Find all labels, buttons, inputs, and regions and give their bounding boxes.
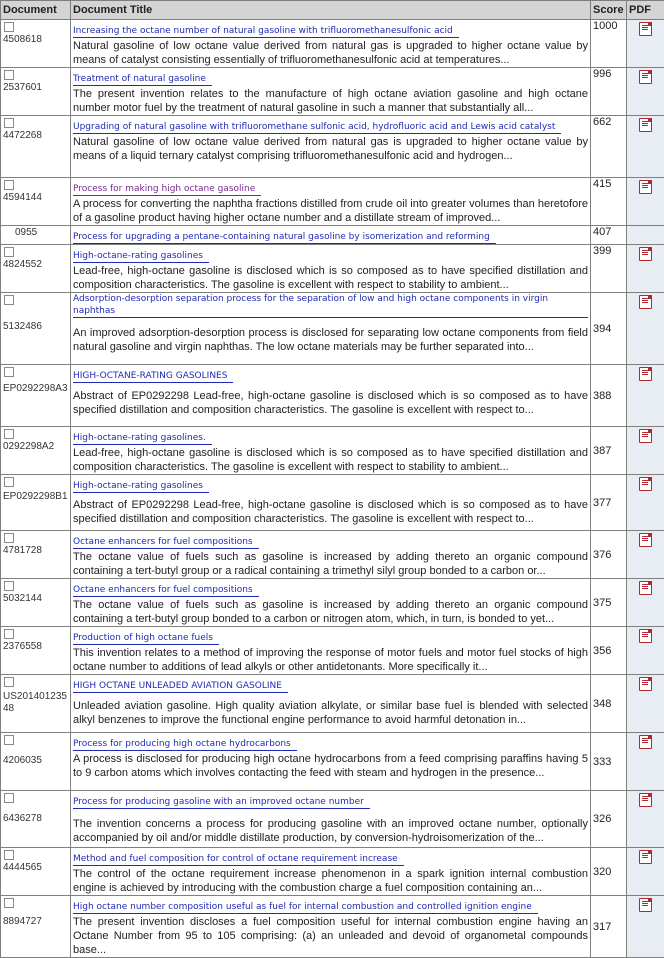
document-number: US20140123548	[3, 691, 68, 715]
table-row	[1, 475, 664, 531]
document-title-link[interactable]: Adsorption-desorption separation process for the separation of low and high octane components in virgin naphthas	[73, 293, 588, 318]
title-cell	[71, 427, 591, 475]
table-row	[1, 733, 664, 791]
table-row	[1, 791, 664, 848]
row-checkbox[interactable]	[4, 367, 14, 377]
pdf-cell	[627, 293, 664, 365]
document-title-link[interactable]: Octane enhancers for fuel compositions	[73, 536, 259, 549]
table-row	[1, 68, 664, 116]
document-cell	[1, 791, 71, 848]
row-checkbox[interactable]	[4, 898, 14, 908]
document-cell	[1, 427, 71, 475]
document-cell	[1, 226, 71, 245]
score-cell: 1000	[591, 20, 627, 68]
pdf-cell	[627, 579, 664, 627]
pdf-icon[interactable]	[639, 295, 652, 309]
pdf-cell	[627, 427, 664, 475]
document-title-link[interactable]: Treatment of natural gasoline	[73, 73, 212, 86]
table-row	[1, 226, 664, 245]
pdf-cell	[627, 627, 664, 675]
column-header-pdf[interactable]: PDF	[627, 1, 664, 20]
document-number: 4508618	[3, 34, 68, 46]
table-row	[1, 531, 664, 579]
pdf-cell	[627, 20, 664, 68]
pdf-icon[interactable]	[639, 793, 652, 807]
title-cell	[71, 848, 591, 896]
header-row	[1, 1, 664, 20]
document-number: 4824552	[3, 259, 68, 271]
document-number: 2376558	[3, 641, 68, 653]
document-cell	[1, 68, 71, 116]
pdf-cell	[627, 475, 664, 531]
document-cell	[1, 627, 71, 675]
pdf-cell	[627, 791, 664, 848]
pdf-icon[interactable]	[639, 898, 652, 912]
document-abstract: Natural gasoline of low octane value derived from natural gas is upgraded to higher octane value by means of a liquid ternary catalyst comprising trifluoromethanesulfonic acid and hydrogen...	[73, 134, 588, 163]
pdf-icon[interactable]	[639, 22, 652, 36]
document-cell	[1, 178, 71, 226]
document-abstract: The present invention relates to the manufacture of high octane aviation gasoline and high octane number motor fuel by the treatment of natural gasoline in such a manner that substantially all...	[73, 86, 588, 115]
pdf-icon[interactable]	[639, 180, 652, 194]
column-header-score[interactable]: Score	[591, 1, 627, 20]
document-title-link[interactable]: High-octane-rating gasolines.	[73, 432, 212, 445]
document-cell	[1, 245, 71, 293]
document-abstract: Lead-free, high-octane gasoline is disclosed which is so composed as to have specified distillation and composition characteristics. The gasoline is excellent with respect to stability to ambient...	[73, 445, 588, 474]
pdf-icon[interactable]	[639, 429, 652, 443]
table-row	[1, 848, 664, 896]
pdf-cell	[627, 531, 664, 579]
document-number: EP0292298B1	[3, 491, 68, 503]
pdf-icon[interactable]	[639, 629, 652, 643]
row-checkbox[interactable]	[4, 429, 14, 439]
pdf-cell	[627, 245, 664, 293]
row-checkbox[interactable]	[4, 118, 14, 128]
document-title-link[interactable]: Increasing the octane number of natural gasoline with trifluoromethanesulfonic acid	[73, 25, 459, 38]
table-row	[1, 427, 664, 475]
document-abstract: Natural gasoline of low octane value derived from natural gas is upgraded to higher octane value by means of catalyst consisting essentially of trifluoromethanesulfonic acid at temperatures...	[73, 38, 588, 67]
title-cell	[71, 733, 591, 791]
title-cell	[71, 675, 591, 733]
document-abstract: The present invention discloses a fuel composition useful for internal combustion engine having an Octane Number from 95 to 105 comprising: (a) an unleaded and devoid of organometal compounds base...	[73, 914, 588, 957]
document-title-link[interactable]: High-octane-rating gasolines	[73, 250, 209, 263]
table-row	[1, 178, 664, 226]
document-number: 8894727	[3, 916, 68, 928]
document-cell	[1, 365, 71, 427]
document-title-link[interactable]: Octane enhancers for fuel compositions	[73, 584, 259, 597]
document-number: 4444565	[3, 862, 68, 874]
document-cell	[1, 579, 71, 627]
document-abstract: Abstract of EP0292298 Lead-free, high-octane gasoline is disclosed which is so composed as to have specified distillation and composition characteristics. The gasoline is excellent with respect to...	[73, 383, 588, 417]
document-cell	[1, 20, 71, 68]
score-cell: 377	[591, 475, 627, 531]
table-row	[1, 20, 664, 68]
row-checkbox[interactable]	[4, 581, 14, 591]
title-cell	[71, 791, 591, 848]
row-checkbox[interactable]	[4, 180, 14, 190]
score-cell: 996	[591, 68, 627, 116]
pdf-cell	[627, 848, 664, 896]
document-abstract: Unleaded aviation gasoline. High quality aviation alkylate, or similar base fuel is blended with selected alkyl benzenes to improve the functional engine performance to avoid harmful detonation in...	[73, 693, 588, 727]
title-cell	[71, 178, 591, 226]
document-number: 6436278	[3, 813, 68, 825]
table-row	[1, 293, 664, 365]
pdf-cell	[627, 178, 664, 226]
pdf-cell	[627, 365, 664, 427]
title-cell	[71, 627, 591, 675]
document-number: EP0292298A3	[3, 383, 68, 395]
score-cell: 326	[591, 791, 627, 848]
pdf-icon[interactable]	[639, 533, 652, 547]
document-number: 0955	[3, 227, 68, 239]
document-title-link[interactable]: HIGH OCTANE UNLEADED AVIATION GASOLINE	[73, 680, 288, 693]
score-cell: 399	[591, 245, 627, 293]
document-abstract: The octane value of fuels such as gasoline is increased by adding thereto an organic compound containing a tert-butyl group or a radical containing a trimethyl silyl group bonded to a carbon or...	[73, 549, 588, 578]
title-cell	[71, 365, 591, 427]
document-cell	[1, 848, 71, 896]
document-abstract: Lead-free, high-octane gasoline is disclosed which is so composed as to have specified distillation and composition characteristics. The gasoline is excellent with respect to stability to ambient...	[73, 263, 588, 292]
document-abstract: The octane value of fuels such as gasoline is increased by adding thereto an organic compound containing a tert-butyl group bonded to a carbon or nitrogen atom, which, in turn, is bonded to yet...	[73, 597, 588, 626]
document-title-link[interactable]: Process for upgrading a pentane-containing natural gasoline by isomerization and reforming	[73, 231, 496, 244]
title-cell	[71, 116, 591, 178]
document-number: 5032144	[3, 593, 68, 605]
document-cell	[1, 733, 71, 791]
pdf-cell	[627, 675, 664, 733]
document-number: 4594144	[3, 192, 68, 204]
score-cell: 375	[591, 579, 627, 627]
score-cell: 407	[591, 226, 627, 245]
score-cell: 320	[591, 848, 627, 896]
document-title-link[interactable]: Process for making high octane gasoline	[73, 183, 261, 196]
row-checkbox[interactable]	[4, 247, 14, 257]
title-cell	[71, 226, 591, 245]
title-cell	[71, 475, 591, 531]
table-row	[1, 245, 664, 293]
document-number: 4206035	[3, 755, 68, 767]
row-checkbox[interactable]	[4, 533, 14, 543]
pdf-icon[interactable]	[639, 70, 652, 84]
score-cell: 394	[591, 293, 627, 365]
row-checkbox[interactable]	[4, 677, 14, 687]
row-checkbox[interactable]	[4, 477, 14, 487]
title-cell	[71, 20, 591, 68]
document-title-link[interactable]: High octane number composition useful as fuel for internal combustion and controlled ignition engine	[73, 901, 538, 914]
score-cell: 356	[591, 627, 627, 675]
document-number: 4781728	[3, 545, 68, 557]
title-cell	[71, 293, 591, 365]
table-row	[1, 675, 664, 733]
document-title-link[interactable]: High-octane-rating gasolines	[73, 480, 209, 493]
table-row	[1, 365, 664, 427]
row-checkbox[interactable]	[4, 70, 14, 80]
document-cell	[1, 896, 71, 958]
document-cell	[1, 475, 71, 531]
document-abstract: The control of the octane requirement increase phenomenon in a spark ignition internal combustion engine is achieved by introducing with the combustion charge a fuel composition containing an...	[73, 866, 588, 895]
score-cell: 387	[591, 427, 627, 475]
document-title-link[interactable]: Method and fuel composition for control of octane requirement increase	[73, 853, 404, 866]
document-abstract: A process is disclosed for producing high octane hydrocarbons from a feed comprising paraffins having 5 to 9 carbon atoms which involves contacting the feed with steam and hydrogen in the presence...	[73, 751, 588, 780]
pdf-icon[interactable]	[639, 735, 652, 749]
score-cell: 348	[591, 675, 627, 733]
pdf-cell	[627, 116, 664, 178]
pdf-icon[interactable]	[639, 477, 652, 491]
title-cell	[71, 531, 591, 579]
title-cell	[71, 68, 591, 116]
document-title-link[interactable]: Process for producing high octane hydrocarbons	[73, 738, 297, 751]
document-cell	[1, 675, 71, 733]
row-checkbox[interactable]	[4, 629, 14, 639]
document-title-link[interactable]: HIGH-OCTANE-RATING GASOLINES	[73, 370, 233, 383]
pdf-icon[interactable]	[639, 247, 652, 261]
row-checkbox[interactable]	[4, 735, 14, 745]
table-row	[1, 896, 664, 958]
document-abstract: The invention concerns a process for producing gasoline with an improved octane number, optionally accompanied by oil and/or middle distillate production, by conversion-hydroisomerization of the...	[73, 809, 588, 845]
title-cell	[71, 245, 591, 293]
column-header-document[interactable]: Document	[1, 1, 71, 20]
score-cell: 662	[591, 116, 627, 178]
document-title-link[interactable]: Production of high octane fuels	[73, 632, 219, 645]
row-checkbox[interactable]	[4, 793, 14, 803]
document-number: 2537601	[3, 82, 68, 94]
row-checkbox[interactable]	[4, 295, 14, 305]
score-cell: 376	[591, 531, 627, 579]
document-abstract: An improved adsorption-desorption process is disclosed for separating low octane components from field natural gasoline and virgin naphthas. The low octane materials may be further separated into...	[73, 318, 588, 354]
row-checkbox[interactable]	[4, 22, 14, 32]
document-cell	[1, 531, 71, 579]
table-row	[1, 627, 664, 675]
score-cell: 317	[591, 896, 627, 958]
column-header-title[interactable]: Document Title	[71, 1, 591, 20]
pdf-cell	[627, 68, 664, 116]
pdf-icon[interactable]	[639, 118, 652, 132]
document-abstract: Abstract of EP0292298 Lead-free, high-octane gasoline is disclosed which is so composed as to have specified distillation and composition characteristics. The gasoline is excellent with respect to...	[73, 493, 588, 526]
document-number: 0292298A2	[3, 441, 68, 453]
table-row	[1, 579, 664, 627]
pdf-icon[interactable]	[639, 850, 652, 864]
pdf-icon[interactable]	[639, 367, 652, 381]
pdf-icon[interactable]	[639, 581, 652, 595]
score-cell: 415	[591, 178, 627, 226]
title-cell	[71, 896, 591, 958]
document-title-link[interactable]: Process for producing gasoline with an improved octane number	[73, 796, 370, 809]
document-abstract: A process for converting the naphtha fractions distilled from crude oil into greater volumes than heretofore of a gasoline product having higher octane number and a distillate stream of improved...	[73, 196, 588, 225]
table-row	[1, 116, 664, 178]
pdf-icon[interactable]	[639, 677, 652, 691]
document-title-link[interactable]: Upgrading of natural gasoline with trifluoromethane sulfonic acid, hydrofluoric acid and Lewis acid catalyst	[73, 121, 561, 134]
document-abstract: This invention relates to a method of improving the response of motor fuels and motor fuel stocks of high octane number to additions of lead alkyls or other antidetonants. More specifically it...	[73, 645, 588, 674]
pdf-cell	[627, 733, 664, 791]
row-checkbox[interactable]	[4, 850, 14, 860]
title-cell	[71, 579, 591, 627]
document-cell	[1, 116, 71, 178]
document-cell	[1, 293, 71, 365]
pdf-cell	[627, 226, 664, 245]
pdf-cell	[627, 896, 664, 958]
score-cell: 333	[591, 733, 627, 791]
score-cell: 388	[591, 365, 627, 427]
document-number: 5132486	[3, 321, 68, 333]
document-number: 4472268	[3, 130, 68, 142]
